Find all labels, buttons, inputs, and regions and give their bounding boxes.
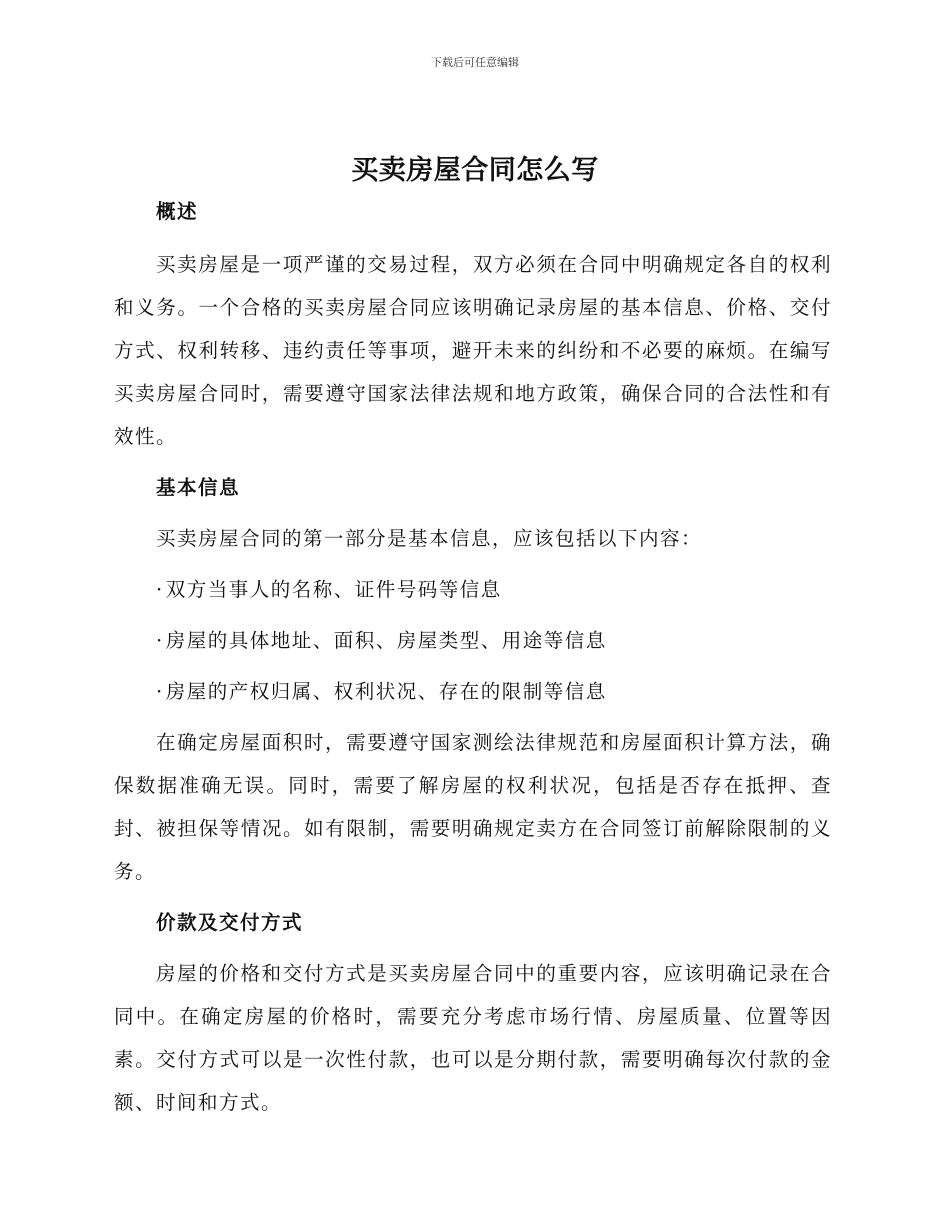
- list-item-text: 房屋的具体地址、面积、房屋类型、用途等信息: [165, 629, 607, 652]
- paragraph-area-and-rights: 在确定房屋面积时，需要遵守国家测绘法律规范和房屋面积计算方法，确保数据准确无误。同时，需要了解房屋的权利状况，包括是否存在抵押、查封、被担保等情况。如有限制，需要明确规定卖方在合同签订前解除限制的义务。: [114, 731, 832, 883]
- list-item: [114, 670, 832, 713]
- list-item-text: 房屋的产权归属、权利状况、存在的限制等信息: [165, 680, 607, 703]
- list-item: [114, 619, 832, 662]
- list-item: [114, 568, 832, 611]
- section-heading-basic-info: 基本信息: [156, 476, 241, 499]
- bullet-icon: ·: [156, 629, 164, 652]
- page-title: 买卖房屋合同怎么写: [351, 155, 599, 186]
- section-heading-price-delivery: 价款及交付方式: [156, 911, 304, 934]
- section-heading-overview: 概述: [156, 200, 199, 223]
- bullet-icon: ·: [156, 578, 164, 601]
- bullet-icon: ·: [156, 680, 164, 703]
- paragraph-basic-info-intro: 买卖房屋合同的第一部分是基本信息，应该包括以下内容：: [156, 527, 703, 550]
- paragraph-overview: 买卖房屋是一项严谨的交易过程，双方必须在合同中明确规定各自的权利和义务。一个合格的买卖房屋合同应该明确记录房屋的基本信息、价格、交付方式、权利转移、违约责任等事项，避开未来的纠纷和不必要的麻烦。在编写买卖房屋合同时，需要遵守国家法律法规和地方政策，确保合同的合法性和有效性。: [114, 253, 832, 448]
- list-item-text: 双方当事人的名称、证件号码等信息: [165, 578, 502, 601]
- document-body: [114, 190, 832, 1124]
- header-note: 下载后可任意编辑: [431, 56, 519, 69]
- paragraph-price-delivery: 房屋的价格和交付方式是买卖房屋合同中的重要内容，应该明确记录在合同中。在确定房屋的价格时，需要充分考虑市场行情、房屋质量、位置等因素。交付方式可以是一次性付款，也可以是分期付款，需要明确每次付款的金额、时间和方式。: [114, 962, 832, 1114]
